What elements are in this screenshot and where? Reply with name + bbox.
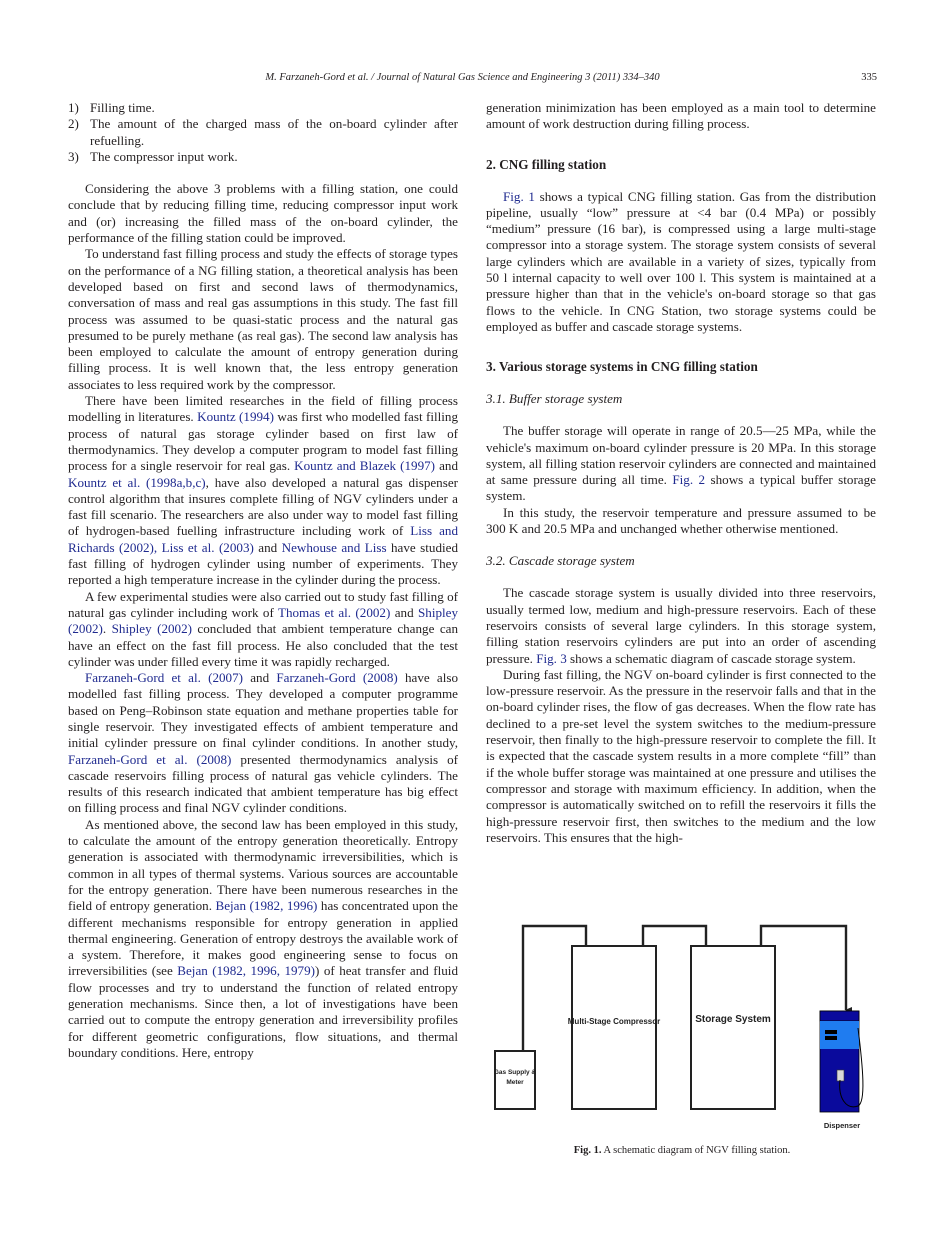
list-number: 2) [68,116,79,132]
problem-list [68,100,458,165]
text: The cascade storage system is usually divided into three reservoirs, usually termed low, medium and high-pressure reservoirs. Each of these reservoirs consists of several large cylinders. In this storage system, filling station reservoirs cylinders are put into an order of ascending pressure. [486,585,876,666]
text: shows a schematic diagram of cascade storage system. [566,650,856,666]
list-text: Filling time. [90,100,155,115]
text: presented thermodynamics analysis of cascade reservoirs filling process of natural gas vehicle cylinders. The results of this research indicated that ambient temperature has big effect on filling process and final NGV cylinder conditions. [68,751,458,816]
text: concluded that ambient temperature change can have an effect on the fast fill process. He also concluded that the test cylinder was under filled every time it was rapidly recharged. [68,621,458,669]
text: and [435,458,458,474]
paragraph [68,589,458,670]
gas-supply-label-2: Meter [506,1079,524,1086]
paragraph [68,670,458,817]
paragraph [486,585,876,666]
text: was first who modelled fast filling process of natural gas storage cylinder based on first law of thermodynamics. They develop a computer program to model fast filling process for a single reservoir for real gas. [68,409,458,474]
text: , have also developed a natural gas dispenser control algorithm that insures complete filling of NGV cylinders under a fast fill scenario. The researchers are also under way to model fast filling of hydrogen-based fuelling infrastructure including work of [68,474,458,539]
running-header [0,72,925,88]
text: shows a typical buffer storage system. [486,472,876,504]
storage-box [691,946,775,1109]
paragraph: During fast filling, the NGV on-board cylinder is first connected to the low-pressure reservoir. As the pressure in the reservoir falls and that in the on-board cylinder rises, the flow of gas decreases. When the flow rate has declined to a pre-set level the system switches to the medium-pressure reservoir, then finally to the high-pressure reservoir to complete the fill. It is expected that the cascade system results in a more complete “fill” than if the whole buffer storage was maintained at one pressure and utilises the compressor and storage with maximum efficiency. In addition, when the compressor is automatically switched on to refill the reservoirs it fills the high-pressure reservoir first, then switches to the medium and the low reservoirs. This ensures that the high- [486,666,876,845]
text: have also modelled fast filling process. They developed a computer programme based on Peng–Robinson state equation and methane properties table for single reservoir. They investigated effects of ambient temperature and initial cylinder pressure on final cylinder conditions. In another study, [68,670,459,751]
gas-supply-label: Gas Supply & [493,1069,537,1076]
storage-label: Storage System [695,1014,771,1025]
citation-link[interactable]: Shipley (2002) [68,604,459,637]
paragraph: To understand fast filling process and study the effects of storage types on the performance of a NG filling station, a theoretical analysis has been developed based on first and second laws of thermodynamics, conversation of mass and real gas assumptions in this study. The fast fill process was assumed to be quasi-static process and the natural gas presumed to be purely methane (as real gas). The second law analysis has been employed to calculate the amount of entropy generation during filling process. It is well known that, the less entropy generation associates to less required work by the compressor. [68,246,458,392]
citation-link[interactable]: Thomas et al. (2002) [277,604,391,620]
right-column [486,100,876,846]
citation-link[interactable]: Kountz (1994) [197,409,274,425]
list-text: The amount of the charged mass of the on-board cylinder after refuelling. [90,116,458,148]
citation-link[interactable]: Kountz and Blazek (1997) [294,458,436,474]
citation-link[interactable]: Shipley (2002) [111,621,192,637]
citation-link[interactable]: Farzaneh-Gord (2008) [276,670,398,686]
citation-link[interactable]: Liss and Richards (2002), Liss et al. (2003) [68,523,458,555]
subsection-heading: 3.1. Buffer storage system [486,391,623,407]
paragraph: Considering the above 3 problems with a filling station, one could conclude that by reducing filling time, reducing compressor input work and (or) increasing the filled mass of the on-board cylinder, the performance of the filling station could be improved. [68,181,458,246]
figure-link[interactable]: Fig. 1 [503,188,535,204]
citation-link[interactable]: Kountz et al. (1998a,b,c) [68,474,206,490]
dispenser-icon [820,1011,863,1112]
paragraph [68,817,458,1061]
text: ) of heat transfer and fluid flow processes and try to understand the function of related entropy generation mechanisms. Since then, a lot of investigations have been carried out to compute the entropy generation and irreversibility profiles for different geometric configurations, flow situations, and thermal boundary conditions. Here, entropy [68,963,458,1060]
text: . [102,621,112,637]
caption-label: Fig. 1. [573,1145,602,1156]
compressor-box [572,946,656,1109]
subsection-heading: 3.2. Cascade storage system [486,553,635,569]
text: A few experimental studies were also carried out to study fast filling of natural gas cylinder including work of [68,588,458,620]
text: As mentioned above, the second law has been employed in this study, to calculate the amount of the entropy generation theoretically. Entropy generation is associated with thermodynamic irreversibilities, which is common in all types of thermal systems. Various sources are accountable for the entropy generation. There have been numerous researches in the field of entropy generation. [68,816,458,914]
text: has concentrated upon the different mechanisms responsible for entropy generation in applied thermal engineering. Generation of entropy destroys the available work of a system. Therefore, it makes good engineering sense to focus on irreversibilities (see [68,898,458,979]
citation-link[interactable]: Newhouse and Liss [281,539,387,555]
list-item [68,100,458,116]
paragraph: In this study, the reservoir temperature and pressure assumed to be 300 K and 20.5 MPa and unchanged whether otherwise mentioned. [486,504,876,537]
text: The buffer storage will operate in range of 20.5—25 MPa, while the vehicle's maximum on-board cylinder pressure is 20 MPa. In this storage system, all filling station reservoir cylinders are connected and maintained at same pressure during all time. [486,423,876,488]
text: have studied fast filling of hydrogen cylinder using number of experiments. They reported a high temperature increase in the cylinder during the process. [68,539,458,588]
citation-link[interactable]: Farzaneh-Gord et al. (2007) [85,670,244,686]
text: shows a typical CNG filling station. Gas from the distribution pipeline, usually “low” pressure at <4 bar (0.4 MPa) or possibly “medium” pressure (16 bar), is compressed using a large multi-stage compressor into a storage system. The storage system consists of several large cylinders which are available in a variety of sizes, typically from 50 l internal capacity to well over 100 l. This system is maintained at a pressure higher than that in the vehicle's on-board storage so that gas flows to the vehicle. In CNG Station, two storage systems could be employed as buffer and cascade storage systems. [486,188,876,334]
caption-text: A schematic diagram of NGV filling station. [601,1145,791,1156]
journal-citation: M. Farzaneh-Gord et al. / Journal of Natural Gas Science and Engineering 3 (2011) 334–340 [265,72,660,83]
text: There have been limited researches in the field of filling process modelling in literatures. [68,393,458,425]
section-heading: 2. CNG filling station [486,156,607,172]
compressor-label: Multi-Stage Compressor [567,1017,661,1026]
paragraph [486,189,876,336]
left-column [68,100,458,1061]
page-number: 335 [861,72,877,83]
figure-1 [486,918,878,1163]
citation-link[interactable]: Bejan (1982, 1996, 1979) [177,963,316,979]
paragraph: generation minimization has been employed as a main tool to determine amount of work destruction during filling process. [486,100,876,132]
list-item [68,149,458,165]
figure-link[interactable]: Fig. 2 [672,472,706,488]
section-heading: 3. Various storage systems in CNG filling station [486,359,758,375]
text: and [390,604,418,620]
filling-station-diagram [486,918,878,1143]
list-text: The compressor input work. [90,148,238,164]
citation-link[interactable]: Farzaneh-Gord et al. (2008) [68,751,232,767]
citation-link[interactable]: Bejan (1982, 1996) [215,898,318,914]
list-item [68,116,458,149]
paragraph [486,423,876,504]
list-number: 1) [68,100,79,115]
list-number: 3) [68,148,79,164]
paragraph [68,393,458,589]
dispenser-label: Dispenser [823,1121,861,1130]
figure-link[interactable]: Fig. 3 [536,650,567,666]
text: and [253,539,282,555]
text: and [243,670,277,686]
figure-caption [486,1145,878,1156]
